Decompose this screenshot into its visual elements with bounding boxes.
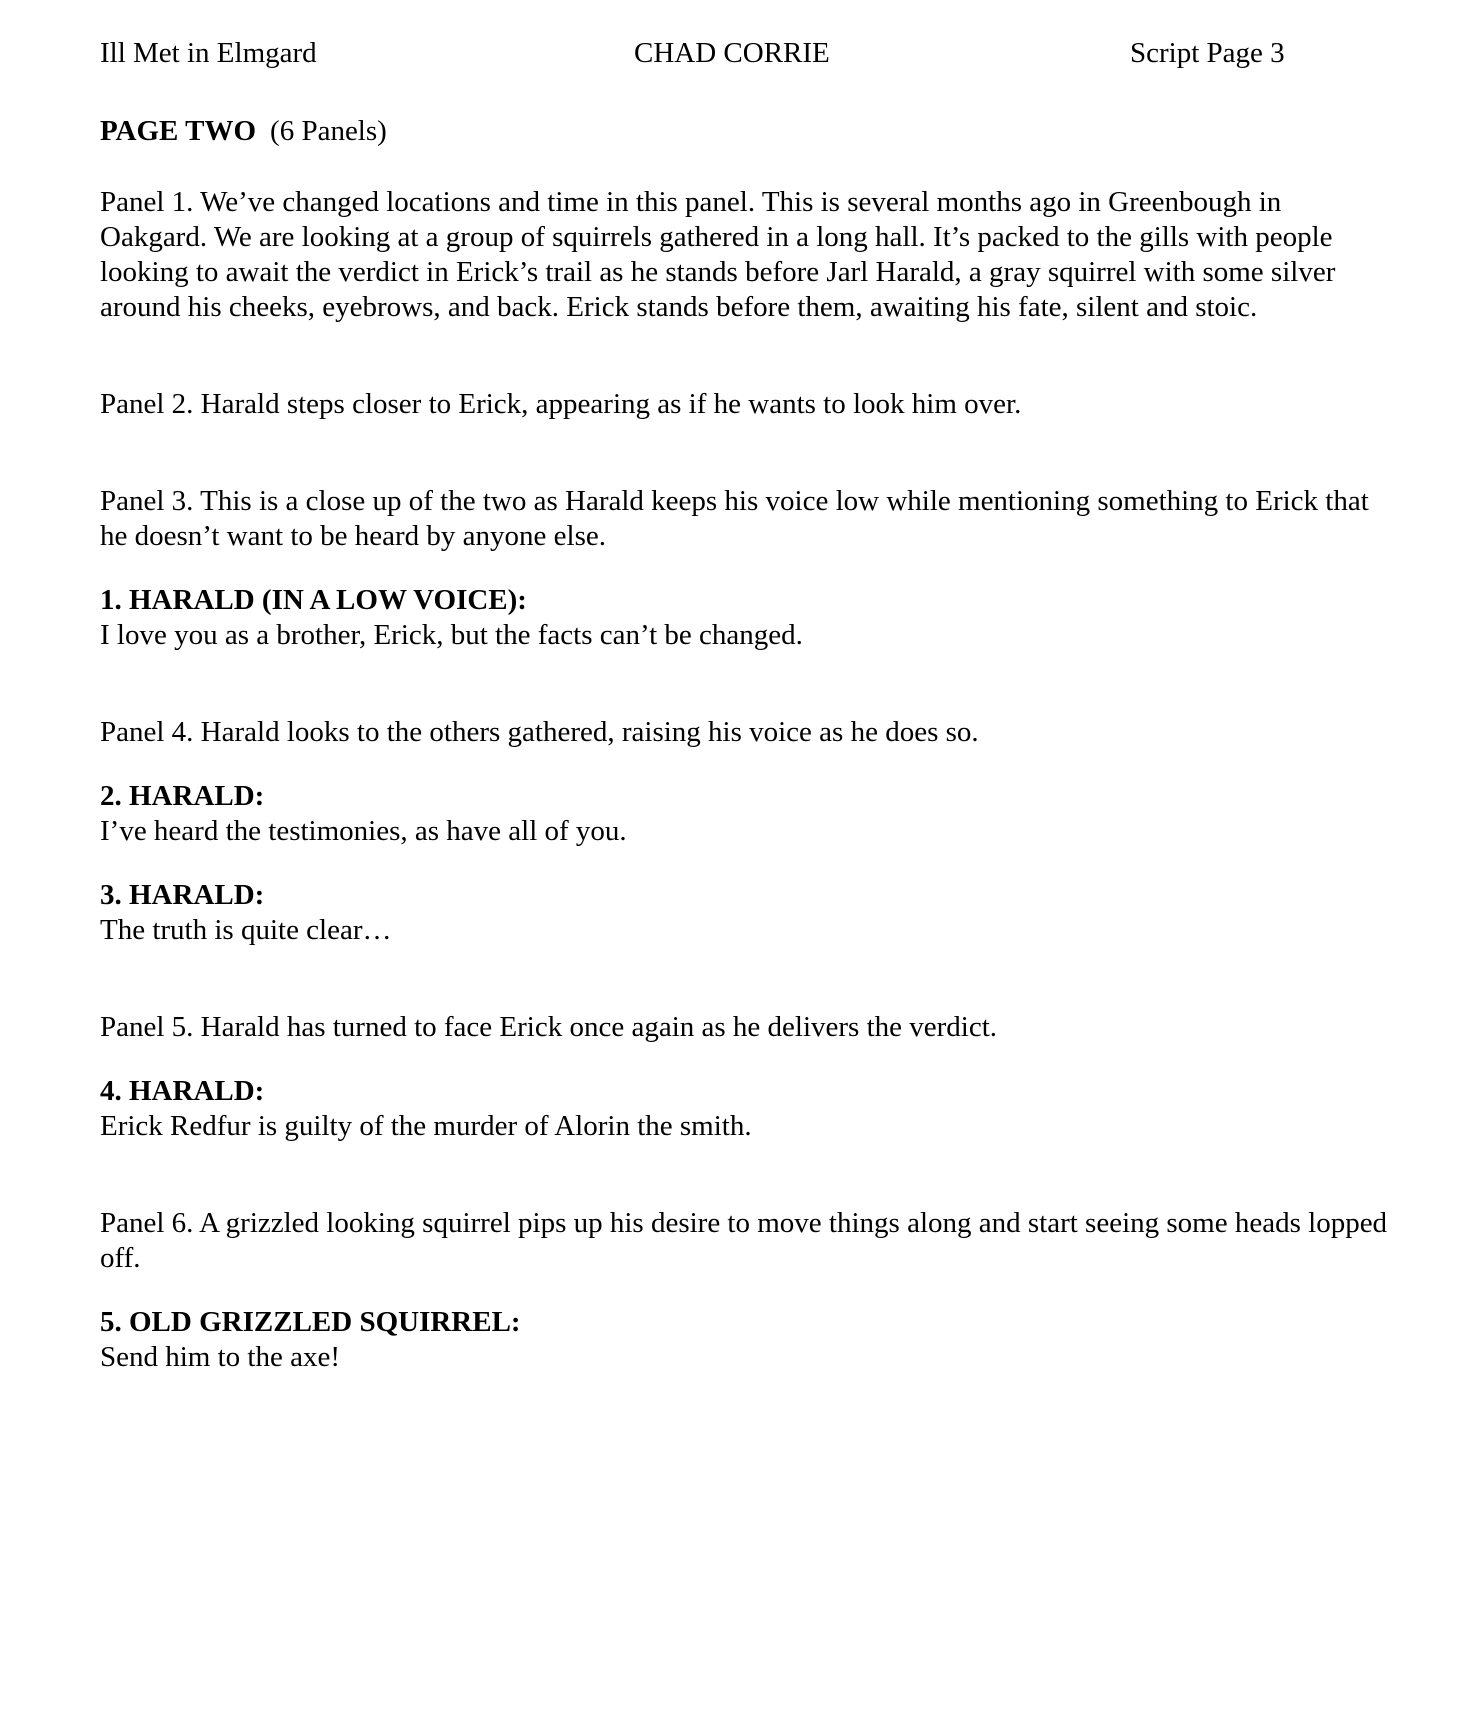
dialogue-5-line: Send him to the axe! [100, 1341, 341, 1373]
dialogue-2-speaker: 2. HARALD: [100, 780, 265, 812]
panel-5-description: Panel 5. Harald has turned to face Erick once again as he delivers the verdict. [100, 1011, 998, 1043]
page-heading-title: PAGE TWO [100, 115, 257, 147]
panel-3-description: Panel 3. This is a close up of the two as Harald keeps his voice low while mentioning something to Erick that he doesn’t want to be heard by anyone else. [100, 485, 1369, 552]
header-title: Ill Met in Elmgard [100, 37, 317, 69]
dialogue-2-line: I’ve heard the testimonies, as have all of you. [100, 815, 627, 847]
page-heading [100, 114, 1390, 149]
panel-6-description: Panel 6. A grizzled looking squirrel pips up his desire to move things along and start seeing some heads lopped off. [100, 1207, 1388, 1274]
dialogue-1-line: I love you as a brother, Erick, but the facts can’t be changed. [100, 619, 803, 651]
dialogue-5-speaker: 5. OLD GRIZZLED SQUIRREL: [100, 1306, 521, 1338]
panel-4-description: Panel 4. Harald looks to the others gathered, raising his voice as he does so. [100, 716, 979, 748]
script-page [100, 36, 1390, 1375]
dialogue-3-line: The truth is quite clear… [100, 914, 392, 946]
header-page-number: Script Page 3 [1130, 37, 1285, 69]
page-header [100, 36, 1390, 76]
dialogue-3-speaker: 3. HARALD: [100, 879, 265, 911]
dialogue-1-speaker: 1. HARALD (IN A LOW VOICE): [100, 584, 527, 616]
header-author: CHAD CORRIE [634, 37, 830, 69]
dialogue-4-speaker: 4. HARALD: [100, 1075, 265, 1107]
dialogue-4-line: Erick Redfur is guilty of the murder of Alorin the smith. [100, 1110, 752, 1142]
panel-1-description: Panel 1. We’ve changed locations and time in this panel. This is several months ago in Greenbough in Oakgard. We are looking at a group of squirrels gathered in a long hall. It’s packed to the gills with people looking to await the verdict in Erick’s trail as he stands before Jarl Harald, a gray squirrel with some silver around his cheeks, eyebrows, and back. Erick stands before them, awaiting his fate, silent and stoic. [100, 186, 1336, 323]
panel-2-description: Panel 2. Harald steps closer to Erick, appearing as if he wants to look him over. [100, 388, 1022, 420]
page-heading-count: (6 Panels) [270, 115, 387, 147]
